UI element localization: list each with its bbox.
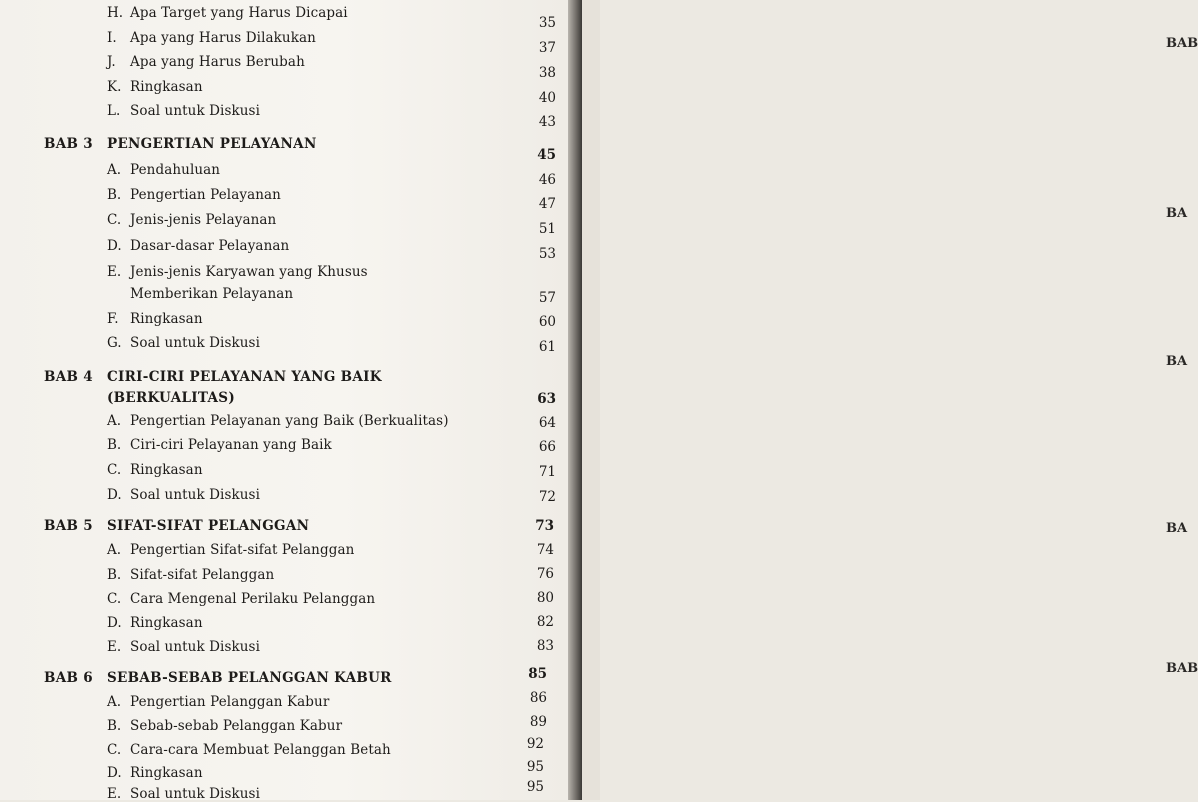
toc-item-title[interactable]: Pengertian Sifat-sifat Pelanggan — [130, 542, 355, 558]
toc-item-title[interactable]: Cara-cara Membuat Pelanggan Betah — [130, 742, 391, 758]
toc-item-page: 51 — [538, 221, 556, 237]
toc-item-title[interactable]: Ciri-ciri Pelayanan yang Baik — [130, 437, 332, 453]
toc-item-page: 95 — [526, 759, 544, 775]
toc-item-title[interactable]: Pengertian Pelayanan — [130, 187, 281, 203]
toc-item-title[interactable]: Ringkasan — [130, 765, 203, 781]
toc-item-page: 40 — [538, 90, 556, 106]
chapter-label: BAB 6 — [44, 670, 93, 686]
chapter-title-cont[interactable]: (BERKUALITAS) — [107, 390, 236, 406]
chapter-title[interactable]: CIRI-CIRI PELAYANAN YANG BAIK — [107, 369, 382, 385]
next-page-edge — [582, 0, 1198, 800]
toc-item-title[interactable]: Apa Target yang Harus Dicapai — [130, 5, 348, 21]
toc-item-page: 83 — [536, 638, 554, 654]
toc-item-letter: B. — [107, 187, 122, 203]
toc-item-letter: A. — [107, 413, 122, 429]
toc-item-title[interactable]: Soal untuk Diskusi — [130, 335, 261, 351]
toc-item-letter: L. — [107, 103, 121, 119]
toc-item-letter: K. — [107, 79, 122, 95]
toc-item-title[interactable]: Soal untuk Diskusi — [130, 786, 261, 802]
chapter-title[interactable]: SEBAB-SEBAB PELANGGAN KABUR — [107, 670, 392, 686]
next-page-chapter-label: BA — [1166, 521, 1188, 536]
toc-item-title[interactable]: Soal untuk Diskusi — [130, 487, 261, 503]
toc-item-page: 74 — [536, 542, 554, 558]
toc-item-letter: C. — [107, 591, 122, 607]
toc-item-letter: D. — [107, 615, 122, 631]
toc-item-letter: A. — [107, 542, 122, 558]
toc-item-title[interactable]: Sifat-sifat Pelanggan — [130, 567, 275, 583]
toc-item-letter: B. — [107, 718, 122, 734]
toc-item-title[interactable]: Sebab-sebab Pelanggan Kabur — [130, 718, 343, 734]
toc-item-page: 53 — [538, 246, 556, 262]
toc-item-page: 43 — [538, 114, 556, 130]
toc-item-page: 66 — [538, 439, 556, 455]
next-page-chapter-label: BA — [1166, 354, 1188, 369]
toc-item-letter: D. — [107, 765, 122, 781]
toc-item-page: 89 — [529, 714, 547, 730]
next-page-chapter-label: BA — [1166, 206, 1188, 221]
next-page-chapter-label: BAB — [1166, 36, 1198, 51]
chapter-title[interactable]: PENGERTIAN PELAYANAN — [107, 136, 317, 152]
chapter-page: 45 — [537, 147, 556, 163]
toc-item-page: 47 — [538, 196, 556, 212]
toc-item-letter: A. — [107, 694, 122, 710]
toc-item-title[interactable]: Dasar-dasar Pelayanan — [130, 238, 290, 254]
toc-item-letter: F. — [107, 311, 119, 327]
toc-item-page: 64 — [538, 415, 556, 431]
toc-item-page: 82 — [536, 614, 554, 630]
toc-item-page: 37 — [538, 40, 556, 56]
toc-item-page: 71 — [538, 464, 556, 480]
toc-item-letter: E. — [107, 639, 122, 655]
toc-item-title[interactable]: Cara Mengenal Perilaku Pelanggan — [130, 591, 376, 607]
toc-item-letter: H. — [107, 5, 124, 21]
toc-item-page: 35 — [538, 15, 556, 31]
toc-item-page: 86 — [529, 690, 547, 706]
toc-item-title[interactable]: Pengertian Pelayanan yang Baik (Berkualitas) — [130, 413, 449, 429]
toc-item-page: 72 — [538, 489, 556, 505]
toc-item-letter: I. — [107, 30, 117, 46]
toc-item-page: 38 — [538, 65, 556, 81]
chapter-label: BAB 5 — [44, 518, 93, 534]
toc-item-letter: B. — [107, 437, 122, 453]
toc-item-page: 60 — [538, 314, 556, 330]
next-page-chapter-label: BAB — [1166, 661, 1198, 676]
toc-item-page: 46 — [538, 172, 556, 188]
toc-item-title[interactable]: Pendahuluan — [130, 162, 221, 178]
toc-item-page: 80 — [536, 590, 554, 606]
toc-item-page: 76 — [536, 566, 554, 582]
chapter-page: 85 — [528, 666, 547, 682]
toc-item-page: 61 — [538, 339, 556, 355]
toc-item-title[interactable]: Jenis-jenis Karyawan yang Khusus — [130, 264, 368, 280]
toc-item-title[interactable]: Apa yang Harus Dilakukan — [130, 30, 316, 46]
toc-item-title[interactable]: Apa yang Harus Berubah — [130, 54, 305, 70]
toc-item-letter: D. — [107, 487, 122, 503]
toc-item-letter: E. — [107, 264, 122, 280]
toc-item-page: 95 — [526, 779, 544, 795]
toc-item-page: 92 — [526, 736, 544, 752]
toc-item-title[interactable]: Soal untuk Diskusi — [130, 103, 261, 119]
toc-item-letter: G. — [107, 335, 122, 351]
toc-item-letter: J. — [107, 54, 116, 70]
chapter-page: 73 — [535, 518, 554, 534]
book-spine-gutter — [568, 0, 582, 800]
chapter-label: BAB 3 — [44, 136, 93, 152]
toc-item-letter: C. — [107, 212, 122, 228]
toc-item-title[interactable]: Ringkasan — [130, 462, 203, 478]
toc-item-title[interactable]: Ringkasan — [130, 615, 203, 631]
toc-item-letter: D. — [107, 238, 122, 254]
toc-item-title[interactable]: Soal untuk Diskusi — [130, 639, 261, 655]
toc-item-title[interactable]: Ringkasan — [130, 311, 203, 327]
toc-item-title-cont[interactable]: Memberikan Pelayanan — [130, 286, 294, 302]
toc-item-title[interactable]: Pengertian Pelanggan Kabur — [130, 694, 330, 710]
toc-item-title[interactable]: Jenis-jenis Pelayanan — [130, 212, 277, 228]
toc-item-letter: C. — [107, 742, 122, 758]
toc-item-letter: C. — [107, 462, 122, 478]
toc-item-letter: A. — [107, 162, 122, 178]
toc-item-letter: E. — [107, 786, 122, 802]
toc-item-title[interactable]: Ringkasan — [130, 79, 203, 95]
toc-item-letter: B. — [107, 567, 122, 583]
toc-page — [0, 0, 568, 800]
chapter-label: BAB 4 — [44, 369, 93, 385]
chapter-page: 63 — [537, 391, 556, 407]
chapter-title[interactable]: SIFAT-SIFAT PELANGGAN — [107, 518, 310, 534]
toc-item-page: 57 — [538, 290, 556, 306]
